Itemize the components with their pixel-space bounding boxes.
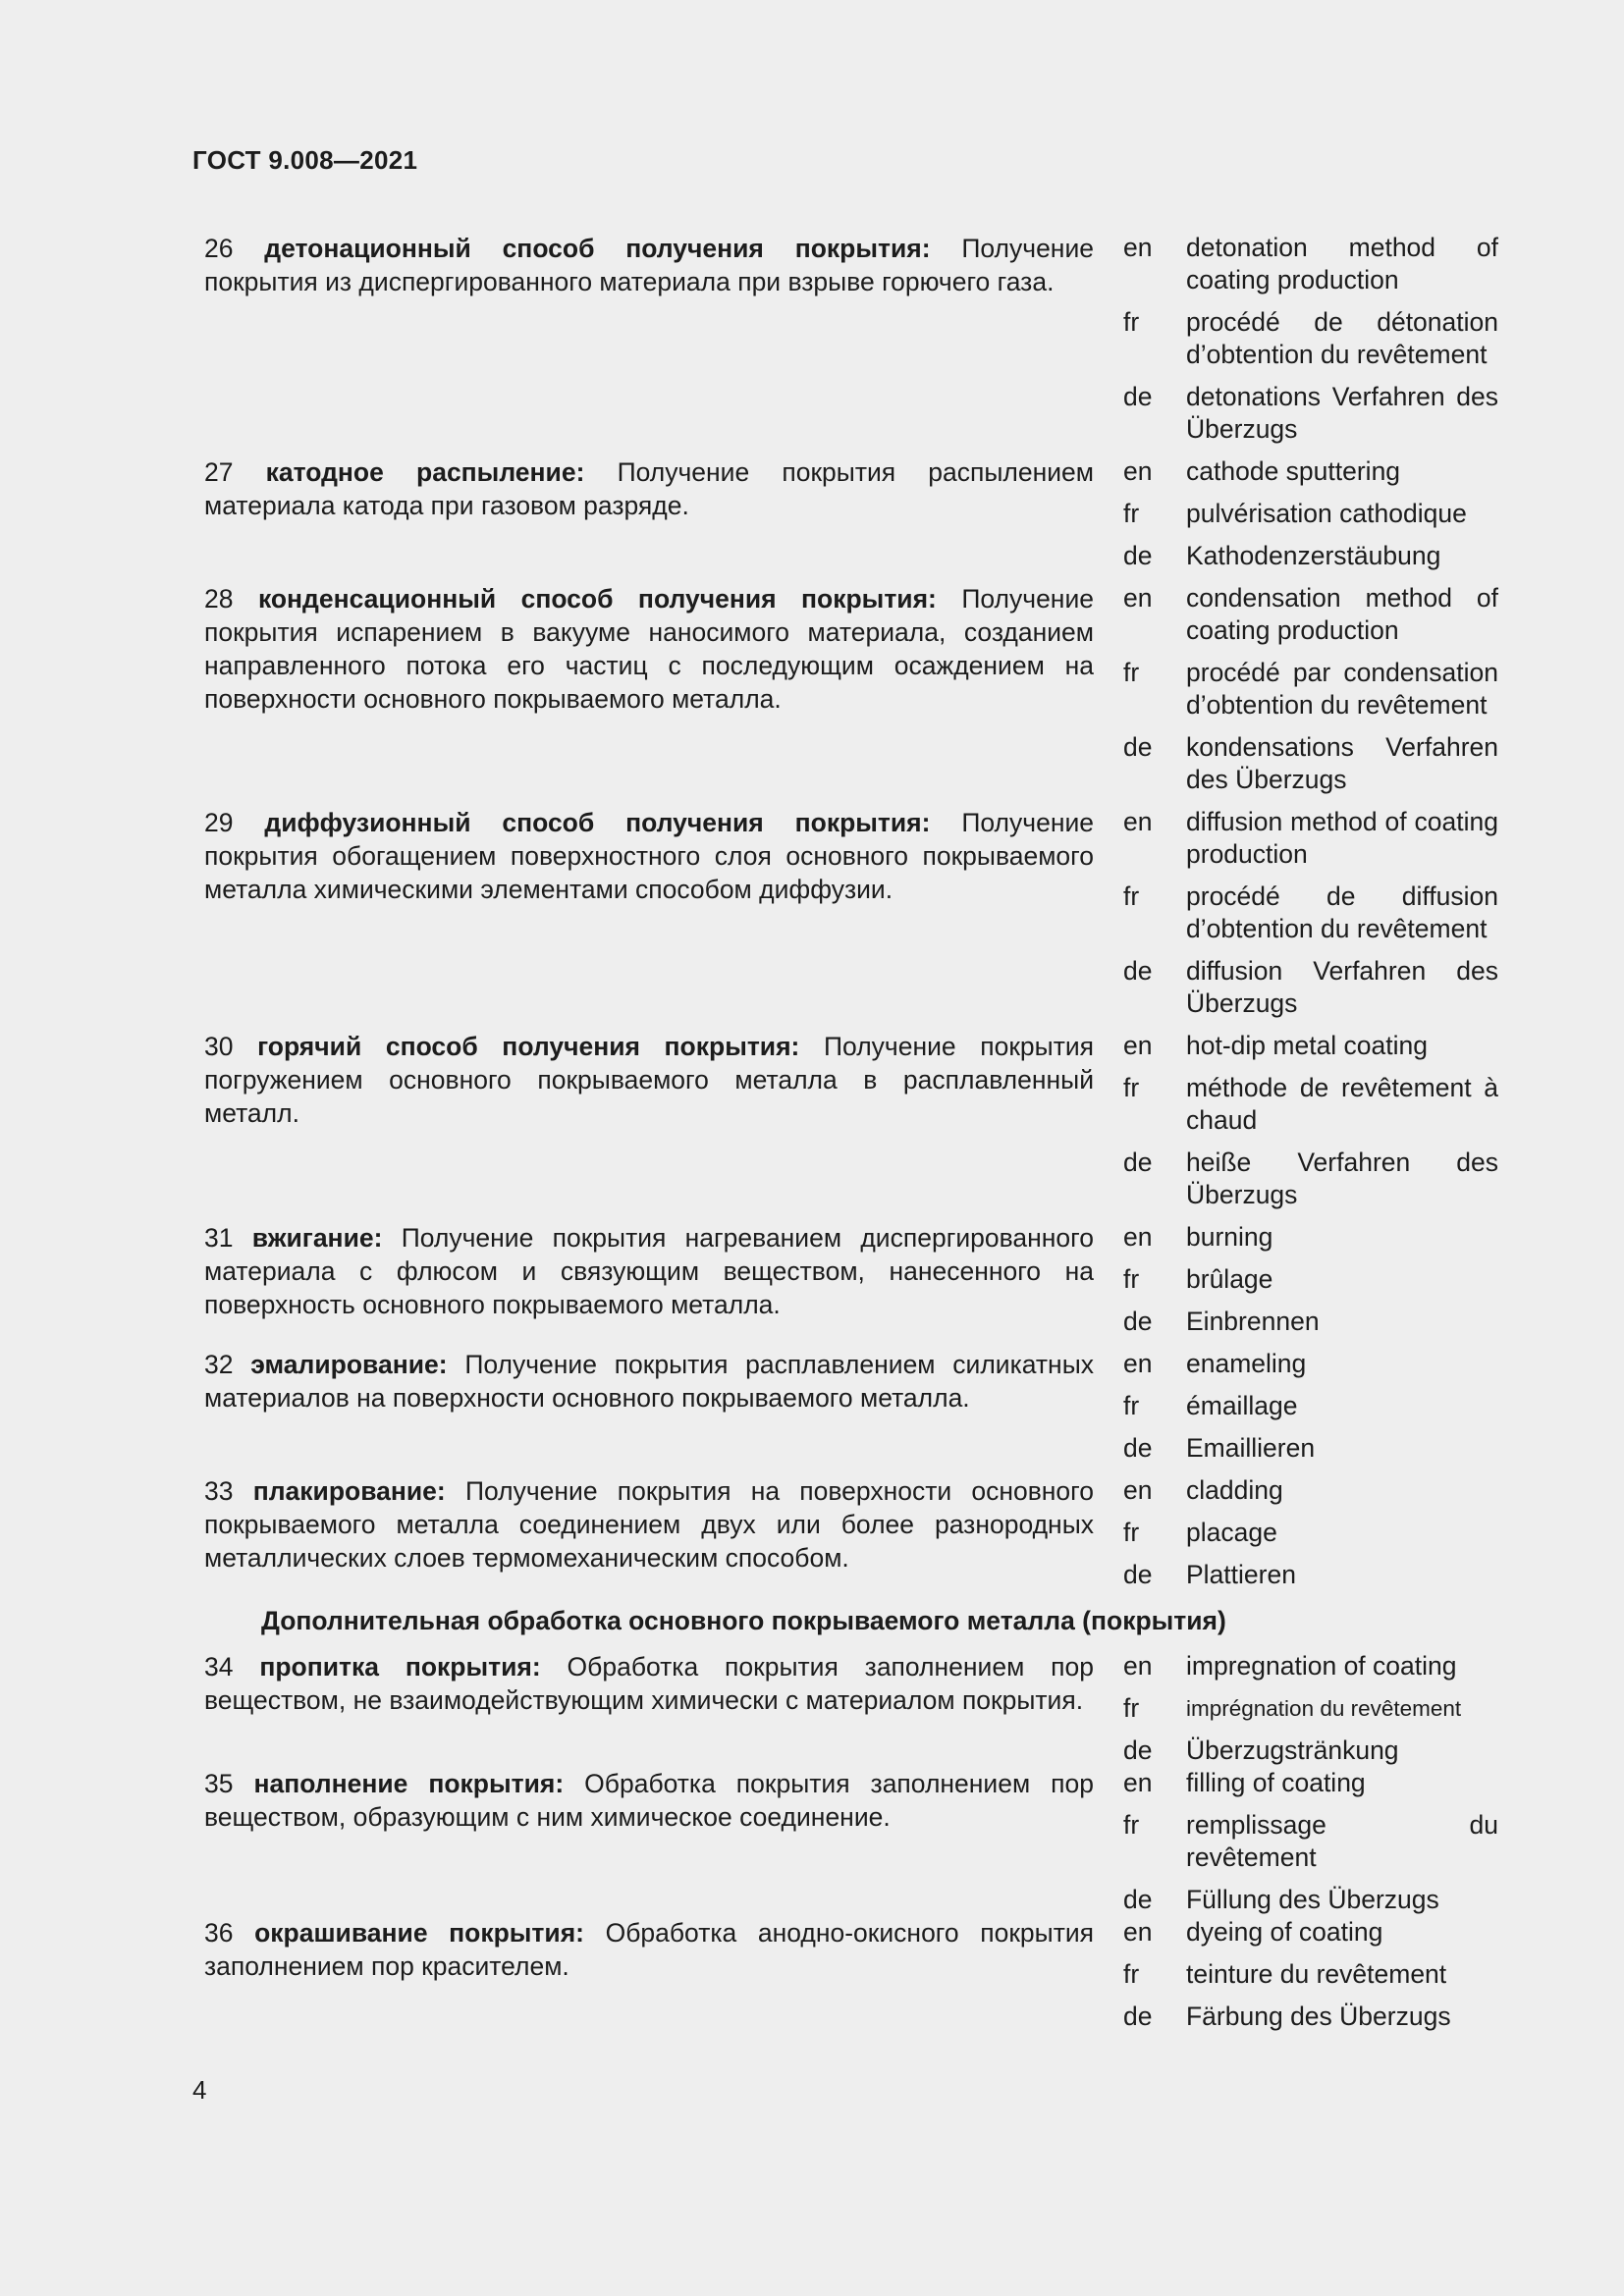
- term-entry: [204, 1767, 1498, 1916]
- translations: [1123, 1348, 1498, 1465]
- language-code: fr: [1123, 658, 1140, 687]
- term-entry: [204, 1030, 1498, 1211]
- document-header: ГОСТ 9.008—2021: [192, 145, 418, 175]
- translations: [1123, 1030, 1498, 1211]
- translation-en: [1123, 455, 1498, 488]
- translation-en: [1123, 1348, 1498, 1380]
- term-entry: [204, 1916, 1498, 2033]
- translation-en: [1123, 1916, 1498, 1949]
- language-code: de: [1123, 1307, 1153, 1336]
- terms-list-main: [204, 232, 1498, 1591]
- translation-en: [1123, 582, 1498, 647]
- translation-text: procédé par condensation d’obtention du revêtement: [1186, 658, 1498, 720]
- term-definition: [204, 806, 1094, 906]
- term-entry: [204, 1474, 1498, 1591]
- translation-text: diffusion Verfahren des Überzugs: [1186, 956, 1498, 1018]
- translations: [1123, 1650, 1498, 1767]
- term-name: пропитка покрытия:: [259, 1652, 541, 1682]
- translations: [1123, 455, 1498, 572]
- translation-text: impregnation of coating: [1186, 1651, 1457, 1681]
- translation-en: [1123, 1474, 1498, 1507]
- translation-en: [1123, 1650, 1498, 1682]
- term-number: 34: [204, 1652, 234, 1682]
- translation-text: Emaillieren: [1186, 1433, 1316, 1463]
- translation-text: imprégnation du revêtement: [1186, 1696, 1462, 1721]
- translation-text: condensation method of coating production: [1186, 583, 1498, 645]
- terms-list-additional: [204, 1650, 1498, 2033]
- term-entry: [204, 1221, 1498, 1338]
- translation-text: cladding: [1186, 1475, 1283, 1505]
- language-code: en: [1123, 1768, 1153, 1797]
- translations: [1123, 1767, 1498, 1916]
- term-name: катодное распыление:: [265, 457, 585, 487]
- definition-text: Получение покрытия распылением материала катода при газовом разряде.: [204, 457, 1094, 520]
- term-definition: [204, 455, 1094, 522]
- term-name: наполнение покрытия:: [253, 1769, 565, 1798]
- term-definition: [204, 1474, 1094, 1575]
- term-entry: [204, 582, 1498, 796]
- term-name: вжигание:: [251, 1223, 383, 1253]
- term-name: конденсационный способ получения покрытия:: [257, 584, 937, 614]
- translations: [1123, 1474, 1498, 1591]
- language-code: de: [1123, 541, 1153, 570]
- translation-text: dyeing of coating: [1186, 1917, 1383, 1947]
- term-number: 31: [204, 1223, 234, 1253]
- language-code: fr: [1123, 1264, 1140, 1294]
- translation-fr: [1123, 1809, 1498, 1874]
- translation-fr: [1123, 1390, 1498, 1422]
- term-entry: [204, 232, 1498, 446]
- term-name: эмалирование:: [250, 1350, 448, 1379]
- language-code: en: [1123, 1222, 1153, 1252]
- language-code: fr: [1123, 881, 1140, 911]
- translation-text: teinture du revêtement: [1186, 1959, 1447, 1989]
- language-code: en: [1123, 233, 1153, 262]
- term-number: 33: [204, 1476, 234, 1506]
- translation-fr: [1123, 306, 1498, 371]
- term-entry: [204, 806, 1498, 1020]
- section-title: Дополнительная обработка основного покрываемого металла (покрытия): [261, 1606, 1226, 1635]
- page-number: 4: [192, 2075, 207, 2105]
- translations: [1123, 1221, 1498, 1338]
- language-code: en: [1123, 807, 1153, 836]
- term-definition: [204, 1030, 1094, 1130]
- language-code: en: [1123, 1475, 1153, 1505]
- definition-text: Получение покрытия испарением в вакууме наносимого материала, созданием направленного потока его частиц с последующим осаждением на поверхности основного покрываемого металла.: [204, 584, 1094, 714]
- term-name: детонационный способ получения покрытия:: [264, 234, 931, 263]
- language-code: en: [1123, 456, 1153, 486]
- language-code: de: [1123, 1148, 1153, 1177]
- language-code: fr: [1123, 1518, 1140, 1547]
- term-definition: [204, 582, 1094, 716]
- language-code: de: [1123, 956, 1153, 986]
- translation-en: [1123, 232, 1498, 296]
- translation-fr: [1123, 1517, 1498, 1549]
- translation-text: procédé de détonation d’obtention du revêtement: [1186, 307, 1498, 369]
- term-definition: [204, 1767, 1094, 1834]
- term-definition: [204, 232, 1094, 298]
- terms-content: [204, 232, 1498, 2033]
- term-number: 29: [204, 808, 234, 837]
- definition-text: Получение покрытия нагреванием диспергированного материала с флюсом и связующим веществом, нанесенного на поверхность основного покрываемого металла.: [204, 1223, 1094, 1319]
- translation-de: [1123, 1735, 1498, 1767]
- translation-text: émaillage: [1186, 1391, 1298, 1420]
- term-name: горячий способ получения покрытия:: [257, 1032, 800, 1061]
- language-code: en: [1123, 1651, 1153, 1681]
- term-number: 35: [204, 1769, 234, 1798]
- translation-text: placage: [1186, 1518, 1277, 1547]
- language-code: fr: [1123, 1073, 1140, 1102]
- translation-text: enameling: [1186, 1349, 1307, 1378]
- language-code: en: [1123, 1031, 1153, 1060]
- language-code: de: [1123, 1735, 1153, 1765]
- translation-en: [1123, 806, 1498, 871]
- translation-text: detonations Verfahren des Überzugs: [1186, 382, 1498, 444]
- translation-text: diffusion method of coating production: [1186, 807, 1498, 869]
- translation-text: pulvérisation cathodique: [1186, 499, 1467, 528]
- translation-fr: [1123, 1692, 1498, 1725]
- translation-text: Füllung des Überzugs: [1186, 1885, 1439, 1914]
- translation-en: [1123, 1030, 1498, 1062]
- translations: [1123, 806, 1498, 1020]
- language-code: en: [1123, 1349, 1153, 1378]
- term-definition: [204, 1650, 1094, 1717]
- translation-text: filling of coating: [1186, 1768, 1366, 1797]
- definition-text: Обработка покрытия заполнением пор веществом, образующим с ним химическое соединение.: [204, 1769, 1094, 1832]
- language-code: de: [1123, 732, 1153, 762]
- term-entry: [204, 1650, 1498, 1767]
- language-code: de: [1123, 1433, 1153, 1463]
- translation-fr: [1123, 657, 1498, 721]
- translation-text: méthode de revêtement à chaud: [1186, 1073, 1498, 1135]
- language-code: fr: [1123, 1810, 1140, 1840]
- translation-de: [1123, 1147, 1498, 1211]
- translation-text: Färbung des Überzugs: [1186, 2002, 1451, 2031]
- language-code: en: [1123, 583, 1153, 613]
- translation-de: [1123, 1884, 1498, 1916]
- translation-en: [1123, 1767, 1498, 1799]
- language-code: de: [1123, 2002, 1153, 2031]
- term-number: 27: [204, 457, 234, 487]
- term-definition: [204, 1348, 1094, 1415]
- translation-de: [1123, 1306, 1498, 1338]
- translation-text: burning: [1186, 1222, 1273, 1252]
- translation-text: Kathodenzerstäubung: [1186, 541, 1441, 570]
- definition-text: Получение покрытия обогащением поверхностного слоя основного покрываемого металла химическими элементами способом диффузии.: [204, 808, 1094, 904]
- term-number: 26: [204, 234, 234, 263]
- translations: [1123, 582, 1498, 796]
- term-name: плакирование:: [252, 1476, 446, 1506]
- translation-de: [1123, 381, 1498, 446]
- language-code: fr: [1123, 499, 1140, 528]
- definition-text: Обработка покрытия заполнением пор веществом, не взаимодействующим химически с материалом покрытия.: [204, 1652, 1094, 1715]
- definition-text: Обработка анодно-окисного покрытия заполнением пор красителем.: [204, 1918, 1094, 1981]
- translations: [1123, 1916, 1498, 2033]
- term-number: 32: [204, 1350, 234, 1379]
- term-name: окрашивание покрытия:: [254, 1918, 584, 1948]
- translation-text: detonation method of coating production: [1186, 233, 1498, 294]
- translation-text: procédé de diffusion d’obtention du revêtement: [1186, 881, 1498, 943]
- language-code: fr: [1123, 1959, 1140, 1989]
- translation-de: [1123, 540, 1498, 572]
- language-code: en: [1123, 1917, 1153, 1947]
- term-entry: [204, 455, 1498, 572]
- translation-text: Plattieren: [1186, 1560, 1296, 1589]
- term-number: 30: [204, 1032, 234, 1061]
- translation-text: hot-dip metal coating: [1186, 1031, 1429, 1060]
- translation-fr: [1123, 498, 1498, 530]
- term-name: диффузионный способ получения покрытия:: [264, 808, 931, 837]
- translation-en: [1123, 1221, 1498, 1254]
- definition-text: Получение покрытия погружением основного покрываемого металла в расплавленный металл.: [204, 1032, 1094, 1128]
- term-number: 28: [204, 584, 234, 614]
- translation-de: [1123, 955, 1498, 1020]
- translation-text: brûlage: [1186, 1264, 1273, 1294]
- translations: [1123, 232, 1498, 446]
- term-definition: [204, 1221, 1094, 1321]
- language-code: de: [1123, 1885, 1153, 1914]
- definition-text: Получение покрытия расплавлением силикатных материалов на поверхности основного покрываемого металла.: [204, 1350, 1094, 1413]
- definition-text: Получение покрытия из диспергированного материала при взрыве горючего газа.: [204, 234, 1094, 296]
- translation-fr: [1123, 1958, 1498, 1991]
- translation-text: heiße Verfahren des Überzugs: [1186, 1148, 1498, 1209]
- translation-text: kondensations Verfahren des Überzugs: [1186, 732, 1498, 794]
- translation-text: Einbrennen: [1186, 1307, 1320, 1336]
- definition-text: Получение покрытия на поверхности основного покрываемого металла соединением двух или более разнородных металлических слоев термомеханическим способом.: [204, 1476, 1094, 1573]
- translation-text: cathode sputtering: [1186, 456, 1401, 486]
- translation-de: [1123, 1432, 1498, 1465]
- language-code: fr: [1123, 1693, 1140, 1723]
- translation-de: [1123, 2001, 1498, 2033]
- translation-fr: [1123, 1263, 1498, 1296]
- translation-de: [1123, 731, 1498, 796]
- language-code: fr: [1123, 307, 1140, 337]
- translation-fr: [1123, 881, 1498, 945]
- language-code: de: [1123, 382, 1153, 411]
- term-definition: [204, 1916, 1094, 1983]
- term-entry: [204, 1348, 1498, 1465]
- translation-text: remplissage du revêtement: [1186, 1810, 1498, 1872]
- term-number: 36: [204, 1918, 234, 1948]
- translation-fr: [1123, 1072, 1498, 1137]
- translation-text: Überzugstränkung: [1186, 1735, 1399, 1765]
- translation-de: [1123, 1559, 1498, 1591]
- language-code: de: [1123, 1560, 1153, 1589]
- language-code: fr: [1123, 1391, 1140, 1420]
